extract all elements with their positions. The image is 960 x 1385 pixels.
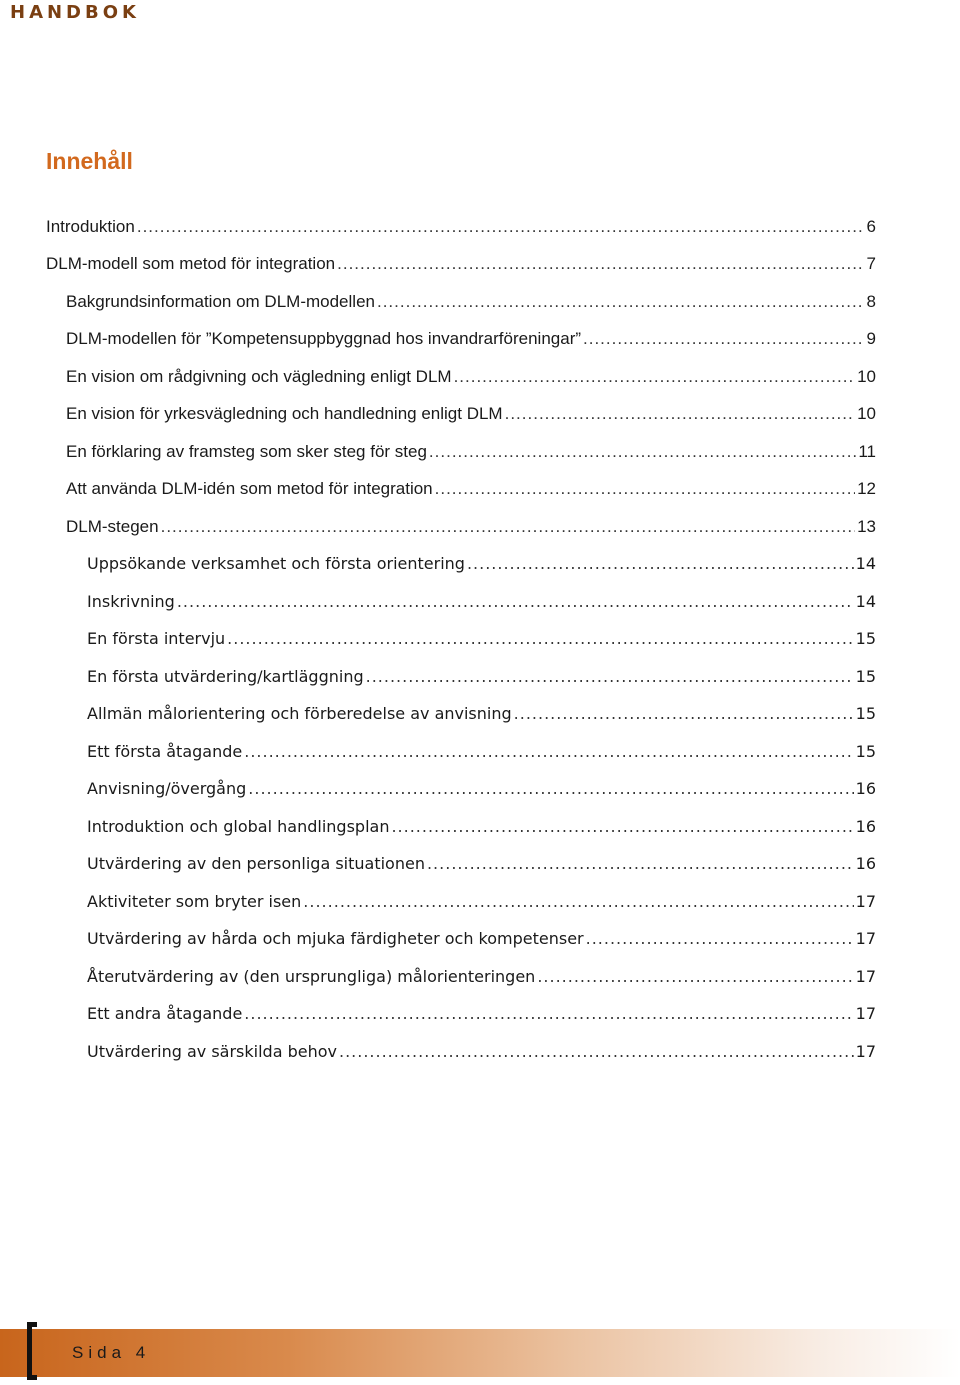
- toc-dot-leader: [377, 292, 865, 312]
- toc-entry-title: Anvisning/övergång: [87, 779, 247, 798]
- toc-entry[interactable]: [66, 367, 876, 395]
- toc-entry-title: En första intervju: [87, 629, 226, 648]
- toc-entry-title: Uppsökande verksamhet och första orientering: [87, 554, 465, 573]
- toc-entry-page: 16: [855, 817, 876, 836]
- toc-entry-title: En vision för yrkesvägledning och handledning enligt DLM: [66, 404, 503, 423]
- toc-entry-title: DLM-modell som metod för integration: [46, 254, 336, 273]
- toc-dot-leader: [337, 254, 864, 274]
- toc-entry-title: DLM-stegen: [66, 517, 159, 536]
- toc-entry[interactable]: [87, 892, 876, 920]
- toc-entry[interactable]: [66, 517, 876, 545]
- toc-dot-leader: [244, 1004, 853, 1023]
- toc-entry[interactable]: [87, 1004, 876, 1032]
- toc-entry-title: Ett andra åtagande: [87, 1004, 243, 1023]
- toc-entry-page: 15: [855, 742, 876, 761]
- toc-entry-title: Inskrivning: [87, 592, 175, 611]
- toc-entry[interactable]: [87, 929, 876, 957]
- toc-entry-page: 12: [857, 479, 876, 498]
- toc-entry-page: 10: [857, 404, 876, 423]
- toc-entry-page: 15: [855, 629, 876, 648]
- toc-entry-title: En vision om rådgivning och vägledning enligt DLM: [66, 367, 452, 386]
- toc-entry[interactable]: [66, 404, 876, 432]
- toc-entry-title: Ett första åtagande: [87, 742, 243, 761]
- toc-entry[interactable]: [87, 779, 876, 807]
- toc-entry-page: 11: [858, 442, 876, 461]
- toc-dot-leader: [303, 892, 853, 911]
- toc-entry[interactable]: [87, 629, 876, 657]
- toc-dot-leader: [391, 817, 853, 836]
- toc-entry-page: 17: [855, 892, 876, 911]
- toc-dot-leader: [427, 854, 854, 873]
- toc-entry-title: Att använda DLM-idén som metod för integration: [66, 479, 433, 498]
- toc-entry-page: 8: [866, 292, 876, 311]
- toc-entry-title: DLM-modellen för ”Kompetensuppbyggnad hos invandrarföreningar”: [66, 329, 582, 348]
- toc-dot-leader: [137, 217, 865, 237]
- toc-entry-page: 17: [855, 1004, 876, 1023]
- toc-dot-leader: [366, 667, 854, 686]
- toc-dot-leader: [244, 742, 853, 761]
- toc-heading: Innehåll: [46, 148, 133, 174]
- document-header-title: HANDBOK: [10, 2, 140, 23]
- toc-dot-leader: [177, 592, 854, 611]
- toc-entry[interactable]: [87, 1042, 876, 1070]
- toc-entry-title: Bakgrundsinformation om DLM-modellen: [66, 292, 375, 311]
- toc-entry[interactable]: [66, 479, 876, 507]
- toc-entry-page: 16: [855, 854, 876, 873]
- toc-entry-title: Introduktion och global handlingsplan: [87, 817, 390, 836]
- toc-entry[interactable]: [87, 592, 876, 620]
- toc-entry-page: 6: [866, 217, 876, 236]
- toc-entry-title: Utvärdering av den personliga situationen: [87, 854, 425, 873]
- toc-entry-title: En första utvärdering/kartläggning: [87, 667, 364, 686]
- toc-entry[interactable]: [87, 742, 876, 770]
- toc-dot-leader: [467, 554, 854, 573]
- toc-entry-page: 17: [855, 967, 876, 986]
- toc-entry[interactable]: [87, 817, 876, 845]
- toc-dot-leader: [161, 517, 855, 537]
- toc-entry-page: 9: [866, 329, 876, 348]
- toc-entry[interactable]: [66, 292, 876, 320]
- toc-entry-page: 17: [855, 1042, 876, 1061]
- toc-dot-leader: [227, 629, 853, 648]
- toc-entry-page: 14: [855, 592, 876, 611]
- toc-entry[interactable]: [46, 217, 876, 245]
- toc-entry-page: 17: [855, 929, 876, 948]
- toc-dot-leader: [537, 967, 853, 986]
- toc-entry-page: 16: [855, 779, 876, 798]
- toc-dot-leader: [429, 442, 856, 462]
- toc-entry[interactable]: [87, 854, 876, 882]
- toc-entry-title: Allmän målorientering och förberedelse av anvisning: [87, 704, 512, 723]
- toc-dot-leader: [583, 329, 865, 349]
- toc-entry[interactable]: [87, 704, 876, 732]
- toc-entry-page: 10: [857, 367, 876, 386]
- toc-entry-title: Återutvärdering av (den ursprungliga) målorienteringen: [87, 967, 536, 986]
- toc-entry[interactable]: [66, 442, 876, 470]
- toc-entry-title: Introduktion: [46, 217, 135, 236]
- toc-dot-leader: [454, 367, 856, 387]
- toc-entry-title: Utvärdering av hårda och mjuka färdigheter och kompetenser: [87, 929, 584, 948]
- toc-entry[interactable]: [87, 554, 876, 582]
- toc-entry-page: 14: [855, 554, 876, 573]
- toc-dot-leader: [248, 779, 853, 798]
- toc-entry[interactable]: [46, 254, 876, 282]
- toc-entry-page: 15: [855, 704, 876, 723]
- toc-dot-leader: [339, 1042, 854, 1061]
- toc-entry-title: En förklaring av framsteg som sker steg för steg: [66, 442, 427, 461]
- toc-entry-page: 13: [857, 517, 876, 536]
- toc-dot-leader: [586, 929, 854, 948]
- toc-entry-page: 7: [866, 254, 876, 273]
- footer-bracket-icon: [27, 1322, 37, 1380]
- toc-dot-leader: [435, 479, 855, 499]
- footer-page-number: Sida 4: [72, 1343, 151, 1362]
- toc-entry-title: Aktiviteter som bryter isen: [87, 892, 302, 911]
- toc-entry[interactable]: [87, 667, 876, 695]
- toc-dot-leader: [505, 404, 855, 424]
- toc-dot-leader: [514, 704, 854, 723]
- toc-entry-page: 15: [855, 667, 876, 686]
- toc-entry-title: Utvärdering av särskilda behov: [87, 1042, 337, 1061]
- toc-entry[interactable]: [87, 967, 876, 995]
- toc-entry[interactable]: [66, 329, 876, 357]
